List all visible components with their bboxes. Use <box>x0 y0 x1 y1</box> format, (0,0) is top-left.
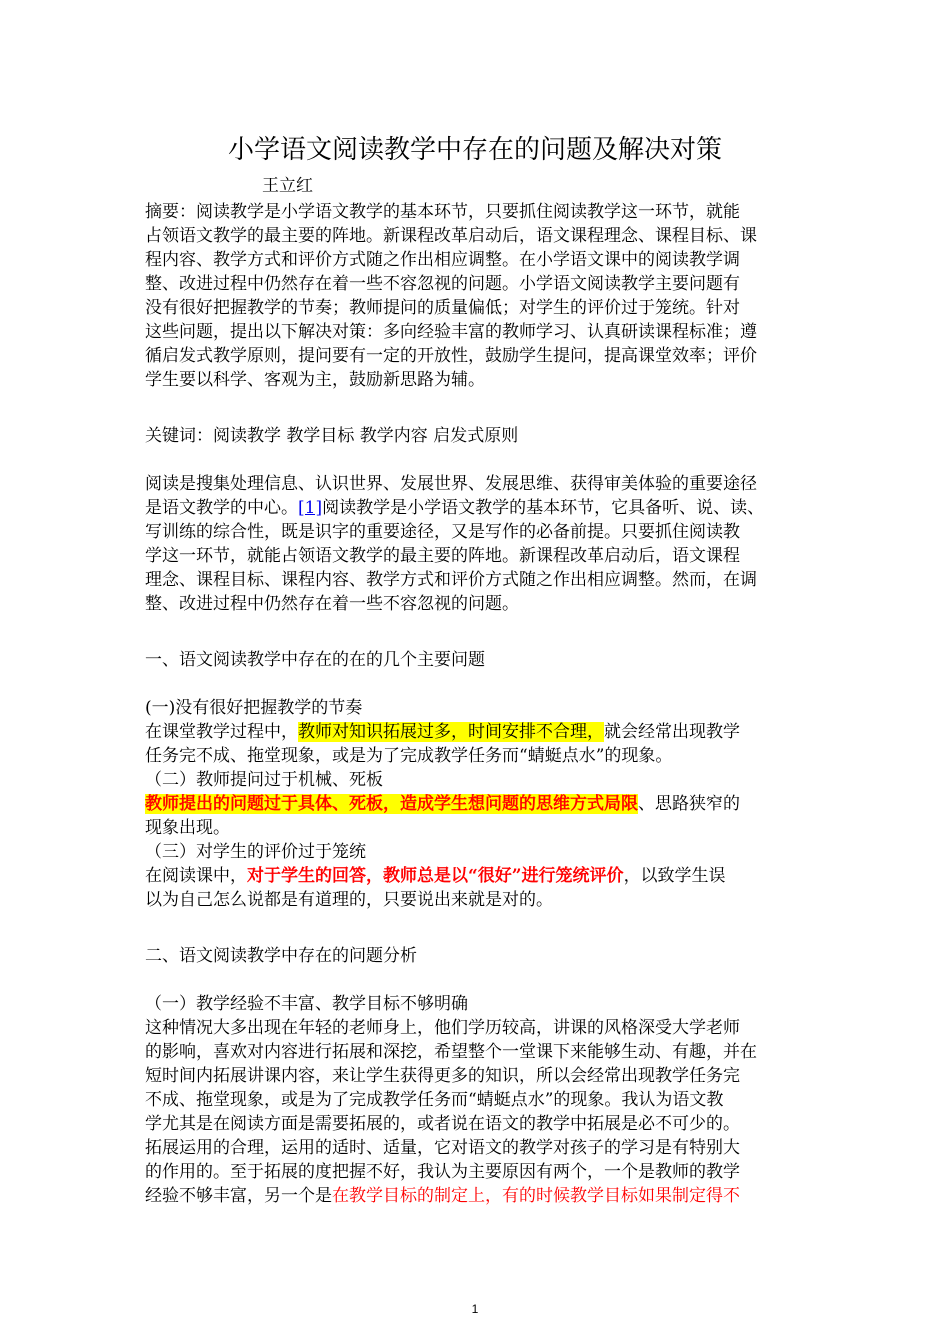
abstract-line: 循启发式教学原则，提问要有一定的开放性，鼓励学生提问，提高课堂效率；评价 <box>145 346 757 366</box>
abstract-line: 程内容、教学方式和评价方式随之作出相应调整。在小学语文课中的阅读教学调 <box>145 250 740 270</box>
subsection-heading: （二）教师提问过于机械、死板 <box>145 770 383 790</box>
emphasis-text: 对于学生的回答，教师总是以“很好”进行笼统评价 <box>247 866 624 886</box>
body-line: 的影响，喜欢对内容进行拓展和深挖，希望整个一堂课下来能够生动、有趣，并在 <box>145 1042 757 1062</box>
subsection-heading: （三）对学生的评价过于笼统 <box>145 842 366 862</box>
author-name: 王立红 <box>262 176 313 196</box>
body-line <box>145 864 810 888</box>
intro-text: 是语文教学的中心。 <box>145 498 298 518</box>
intro-line: 学这一环节，就能占领语文教学的最主要的阵地。新课程改革启动后，语文课程 <box>145 546 740 566</box>
body-line: 的作用的。至于拓展的度把握不好，我认为主要原因有两个，一个是教师的教学 <box>145 1162 740 1182</box>
body-line <box>145 720 810 744</box>
body-line <box>145 1184 810 1208</box>
body-line <box>145 792 810 816</box>
abstract-line: 没有很好把握教学的节奏；教师提问的质量偏低；对学生的评价过于笼统。针对 <box>145 298 740 318</box>
body-line: 任务完不成、拖堂现象，或是为了完成教学任务而“蜻蜓点水”的现象。 <box>145 746 673 766</box>
intro-paragraph <box>145 472 810 616</box>
body-text: 、思路狭窄的 <box>638 794 740 814</box>
body-line: 拓展运用的合理，运用的适时、适量，它对语文的教学对孩子的学习是有特别大 <box>145 1138 740 1158</box>
body-line: 以为自己怎么说都是有道理的，只要说出来就是对的。 <box>145 890 553 910</box>
intro-line: 理念、课程目标、课程内容、教学方式和评价方式随之作出相应调整。然而，在调 <box>145 570 757 590</box>
body-line: 学尤其是在阅读方面是需要拓展的，或者说在语文的教学中拓展是必不可少的。 <box>145 1114 740 1134</box>
highlighted-emphasis-text: 教师提出的问题过于具体、死板，造成学生想问题的思维方式局限 <box>145 794 638 814</box>
keywords-text: 关键词：阅读教学 教学目标 教学内容 启发式原则 <box>145 426 519 446</box>
keywords-line <box>145 424 810 448</box>
intro-line: 写训练的综合性，既是识字的重要途径，又是写作的必备前提。只要抓住阅读教 <box>145 522 740 542</box>
section2-heading-block <box>145 944 810 968</box>
highlighted-text: 教师对知识拓展过多，时间安排不合理， <box>298 722 604 742</box>
body-text: 在阅读课中， <box>145 866 247 886</box>
abstract-line: 整、改进过程中仍然存在着一些不容忽视的问题。小学语文阅读教学主要问题有 <box>145 274 740 294</box>
body-line: 短时间内拓展讲课内容，来让学生获得更多的知识，所以会经常出现教学任务完 <box>145 1066 740 1086</box>
body-line: 这种情况大多出现在年轻的老师身上，他们学历较高，讲课的风格深受大学老师 <box>145 1018 740 1038</box>
page-number: 1 <box>471 1302 479 1316</box>
subsection-heading: （一）教学经验不丰富、教学目标不够明确 <box>145 994 468 1014</box>
body-line: 不成、拖堂现象，或是为了完成教学任务而“蜻蜓点水”的现象。我认为语文教 <box>145 1090 724 1110</box>
intro-line <box>145 496 810 520</box>
abstract-line: 占领语文教学的最主要的阵地。新课程改革启动后，语文课程理念、课程目标、课 <box>145 226 757 246</box>
section1-body <box>145 696 810 912</box>
intro-line: 整、改进过程中仍然存在着一些不容忽视的问题。 <box>145 594 519 614</box>
subsection-heading: (一)没有很好把握教学的节奏 <box>145 698 363 718</box>
body-text: 经验不够丰富，另一个是 <box>145 1186 332 1206</box>
body-line: 现象出现。 <box>145 818 230 838</box>
section1-heading-block <box>145 648 810 672</box>
document-title: 小学语文阅读教学中存在的问题及解决对策 <box>227 135 722 165</box>
body-text: 在课堂教学过程中， <box>145 722 298 742</box>
body-text: ，以致学生误 <box>623 866 726 886</box>
citation-link[interactable]: [1] <box>298 498 323 518</box>
abstract-line: 学生要以科学、客观为主，鼓励新思路为辅。 <box>145 370 485 390</box>
intro-text: 阅读教学是小学语文教学的基本环节，它具备听、说、读、 <box>322 498 765 518</box>
section2-body <box>145 992 810 1208</box>
intro-line: 阅读是搜集处理信息、认识世界、发展世界、发展思维、获得审美体验的重要途径 <box>145 474 757 494</box>
abstract-line: 这些问题，提出以下解决对策：多向经验丰富的教师学习、认真研读课程标准；遵 <box>145 322 757 342</box>
abstract-line: 摘要：阅读教学是小学语文教学的基本环节，只要抓住阅读教学这一环节，就能 <box>145 202 740 222</box>
section-heading: 二、语文阅读教学中存在的问题分析 <box>145 946 417 966</box>
body-text: 就会经常出现教学 <box>604 722 740 742</box>
emphasis-text: 在教学目标的制定上，有的时候教学目标如果制定得不 <box>332 1186 740 1206</box>
section-heading: 一、语文阅读教学中存在的在的几个主要问题 <box>145 650 485 670</box>
abstract-paragraph <box>145 200 810 392</box>
